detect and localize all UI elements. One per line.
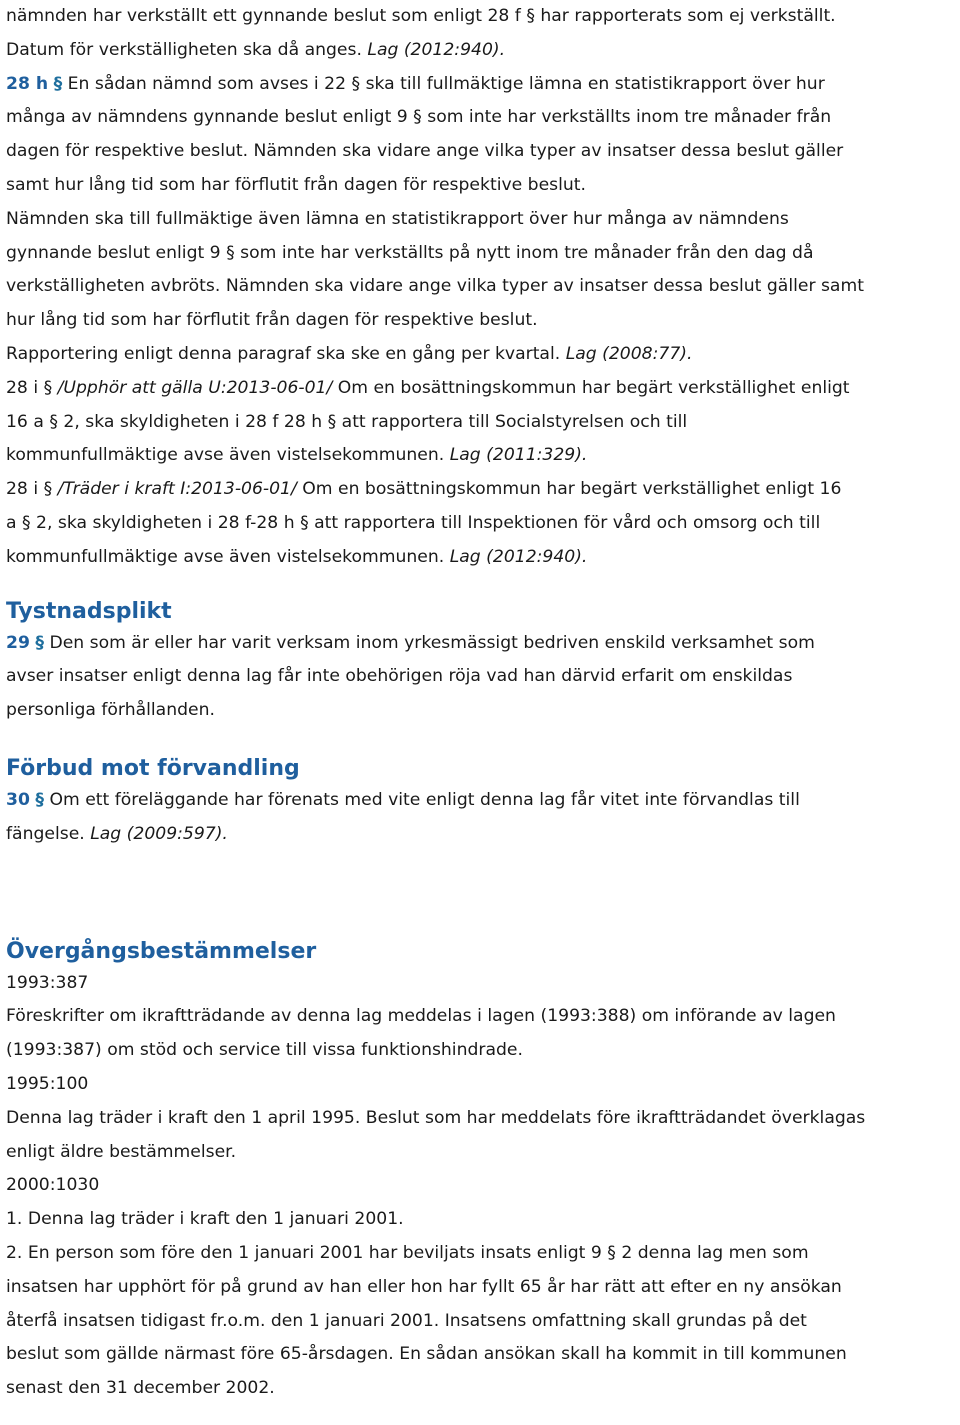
- section-number: 30: [6, 789, 30, 810]
- law-reference: Lag (2012:940).: [367, 39, 506, 60]
- text: 1993:387: [6, 972, 89, 993]
- validity-note: /Upphör att gälla U:2013-06-01/: [57, 377, 333, 398]
- text: 2000:1030: [6, 1175, 100, 1196]
- section-sign-icon: §: [35, 789, 44, 810]
- text: Datum för verkställigheten ska då anges.: [6, 39, 362, 60]
- text-line: [6, 338, 956, 372]
- text: enligt äldre bestämmelser.: [6, 1141, 237, 1162]
- text-line: [6, 1000, 956, 1034]
- text: Föreskrifter om ikraftträdande av denna lag meddelas i lagen (1993:388) om införande av lagen: [6, 1006, 836, 1027]
- text-line: [6, 406, 956, 440]
- text: En sådan nämnd som avses i 22 § ska till fullmäktige lämna en statistikrapport över hur: [67, 73, 825, 94]
- text: 1. Denna lag träder i kraft den 1 januari 2001.: [6, 1209, 404, 1230]
- text-line: [6, 237, 956, 271]
- heading-forbud: Förbud mot förvandling: [6, 755, 300, 781]
- text: Rapportering enligt denna paragraf ska ske en gång per kvartal.: [6, 343, 561, 364]
- text: verkställigheten avbröts.: [6, 276, 221, 297]
- text: kommunfullmäktige avse även vistelsekommunen.: [6, 546, 445, 567]
- text: Den som är eller har varit verksam inom yrkesmässigt bedriven enskild verksamhet som: [49, 632, 815, 653]
- paragraph-28h: [6, 68, 956, 102]
- validity-note: /Träder i kraft I:2013-06-01/: [57, 479, 297, 500]
- text: nämnden har verkställt ett gynnande beslut som enligt 28 f § har rapporterats som ej verkställt.: [6, 6, 836, 26]
- text: återfå insatsen tidigast fr.o.m. den 1 januari 2001. Insatsens omfattning skall grundas på det: [6, 1310, 807, 1331]
- paragraph-28i-new: [6, 473, 956, 507]
- text-line: [6, 34, 956, 68]
- text: beslut som gällde närmast före 65-årsdagen. En sådan ansökan skall ha kommit in till kommunen: [6, 1344, 847, 1365]
- text: Om en bosättningskommun har begärt verkställighet enligt 16: [302, 479, 842, 500]
- heading-overgangsbestammelser: Övergångsbestämmelser: [6, 938, 317, 964]
- text-line: [6, 101, 956, 135]
- text: personliga förhållanden.: [6, 700, 215, 721]
- text: kommunfullmäktige avse även vistelsekommunen.: [6, 445, 445, 466]
- text: Nämnden ska vidare ange vilka typer av insatser dessa beslut gäller: [253, 141, 844, 162]
- section-number: 28 i §: [6, 377, 53, 398]
- text: 1995:100: [6, 1073, 89, 1094]
- text: a § 2, ska skyldigheten i 28 f-28 h § att rapportera till Inspektionen för vård och omsorg och till: [6, 512, 821, 533]
- text-line: [6, 1237, 956, 1271]
- text-line: [6, 1068, 956, 1102]
- text: 16 a § 2, ska skyldigheten i 28 f 28 h § att rapportera till Socialstyrelsen och till: [6, 411, 688, 432]
- text: hur lång tid som har förflutit från dagen för respektive beslut.: [6, 310, 538, 331]
- paragraph-30: [6, 784, 956, 818]
- text: Om ett föreläggande har förenats med vite enligt denna lag får vitet inte förvandlas till: [49, 789, 800, 810]
- law-reference: Lag (2008:77).: [565, 343, 693, 364]
- text: senast den 31 december 2002.: [6, 1378, 275, 1399]
- text: avser insatser enligt denna lag får inte obehörigen röja vad han därvid erfarit om enskildas: [6, 666, 793, 687]
- text-line: [6, 507, 956, 541]
- text-line: [6, 1305, 956, 1339]
- text: många av nämndens gynnande beslut enligt 9 § som inte har verkställts inom tre månader från: [6, 107, 832, 128]
- text: samt hur lång tid som har förflutit från dagen för respektive beslut.: [6, 174, 586, 195]
- heading-tystnadsplikt: Tystnadsplikt: [6, 598, 172, 624]
- text-line: [6, 169, 956, 203]
- text-line: [6, 1136, 956, 1170]
- text: Nämnden ska till fullmäktige även lämna en statistikrapport över hur många av nämndens: [6, 208, 789, 229]
- text: (1993:387) om stöd och service till vissa funktionshindrade.: [6, 1040, 523, 1061]
- text-line: [6, 818, 956, 852]
- spacer: [6, 852, 956, 937]
- law-reference: Lag (2012:940).: [449, 546, 588, 567]
- text: 2. En person som före den 1 januari 2001 har beviljats insats enligt 9 § 2 denna lag men som: [6, 1242, 809, 1263]
- text: Om en bosättningskommun har begärt verkställighet enligt: [337, 377, 850, 398]
- text-line: [6, 1102, 956, 1136]
- law-reference: Lag (2009:597).: [90, 823, 228, 844]
- paragraph-29: [6, 627, 956, 661]
- text-line: [6, 694, 956, 728]
- text-line: [6, 541, 956, 575]
- section-sign-icon: §: [53, 73, 63, 94]
- text: insatsen har upphört för på grund av han eller hon har fyllt 65 år har rätt att efter en ny ansökan: [6, 1276, 842, 1297]
- text-line: [6, 1203, 956, 1237]
- text-line: [6, 1169, 956, 1203]
- text: Nämnden ska vidare ange vilka typer av insatser dessa beslut gäller samt: [225, 276, 864, 297]
- text-line: [6, 203, 956, 237]
- text-line: [6, 135, 956, 169]
- section-number: 28 i §: [6, 479, 53, 500]
- section-number: 29: [6, 632, 30, 653]
- law-reference: Lag (2011:329).: [449, 445, 588, 466]
- text: gynnande beslut enligt 9 § som inte har verkställts på nytt inom tre månader från den dag då: [6, 242, 814, 263]
- text: fängelse.: [6, 823, 85, 844]
- text-line: [6, 1338, 956, 1372]
- text-line: [6, 439, 956, 473]
- section-number: 28 h: [6, 73, 49, 94]
- spacer: [6, 728, 956, 754]
- text-line: [6, 1271, 956, 1305]
- text-line: [6, 0, 956, 34]
- text-line: [6, 304, 956, 338]
- section-sign-icon: §: [35, 632, 44, 653]
- text-line: [6, 967, 956, 1001]
- text-line: [6, 1372, 956, 1406]
- text-line: [6, 1034, 956, 1068]
- text: dagen för respektive beslut.: [6, 141, 249, 162]
- text-line: [6, 270, 956, 304]
- spacer: [6, 575, 956, 597]
- text: Denna lag träder i kraft den 1 april 1995. Beslut som har meddelats före ikraftträdandet överklagas: [6, 1107, 866, 1128]
- text-line: [6, 660, 956, 694]
- paragraph-28i-old: [6, 372, 956, 406]
